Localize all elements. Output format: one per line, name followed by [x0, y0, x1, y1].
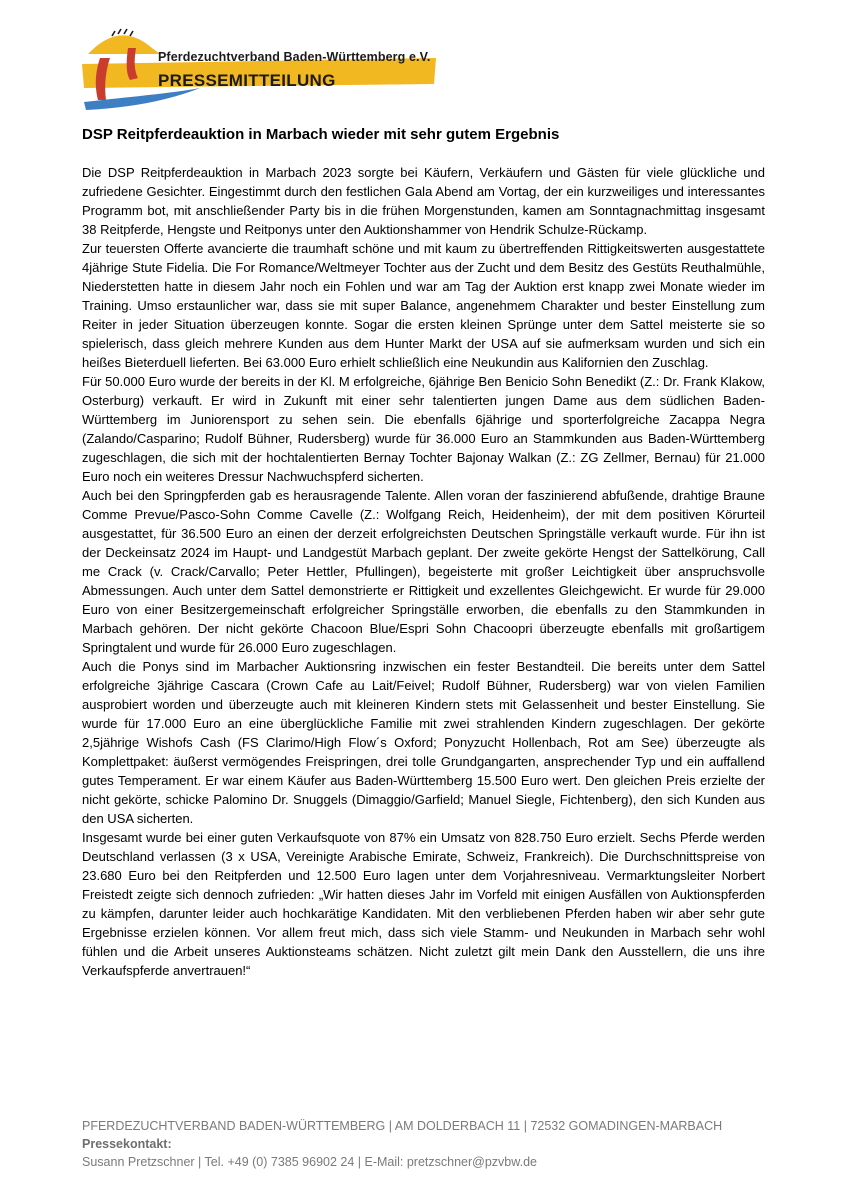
logo: [80, 18, 440, 114]
footer-address: PFERDEZUCHTVERBAND BADEN-WÜRTTEMBERG | AM DOLDERBACH 11 | 72532 GOMADINGEN-MARBACH: [82, 1119, 723, 1133]
article-body: [82, 163, 765, 980]
article-paragraph: Auch die Ponys sind im Marbacher Auktionsring inzwischen ein fester Bestandteil. Die bereits unter dem Sattel erfolgreiche 3jährige Cascara (Crown Cafe au Lait/Feivel; Rudolf Bühner, Rudersberg) war von vielen Familien ausprobiert worden und überzeugte auch mit kleineren Kindern stets mit Gelassenheit und bester Einstellung. Sie wurde für 17.000 Euro an eine überglückliche Familie mit zwei strahlenden Kindern zugeschlagen. Der gekörte 2,5jährige Wishofs Cash (FS Clarimo/High Flow´s Oxford; Ponyzucht Hollenbach, Rot am See) überzeugte als Komplettpaket: äußerst vermögendes Freispringen, drei tolle Grundgangarten, ansprechender Typ und ein auffallend gutes Temperament. Er war einem Käufer aus Baden-Württemberg 15.500 Euro wert. Den gleichen Preis erzielte der nicht gekörte, schicke Palomino Dr. Snuggels (Dimaggio/Garfield; Manuel Siegle, Fichtenberg), den sich Kunden aus den USA sicherten.: [82, 659, 765, 826]
logo-graphic: [80, 18, 440, 114]
article-paragraph: Die DSP Reitpferdeauktion in Marbach 2023 sorgte bei Käufern, Verkäufern und Gästen für viele glückliche und zufriedene Gesichter. Eingestimmt durch den festlichen Gala Abend am Vortag, der ein kurzweiliges und interessantes Programm bot, mit anschließender Party bis in die frühen Morgenstunden, kamen am Sonntagnachmittag insgesamt 38 Reitpferde, Hengste und Reitponys unter den Auktionshammer von Hendrik Schulze-Rückamp.: [82, 165, 765, 237]
article-paragraph: Auch bei den Springpferden gab es herausragende Talente. Allen voran der faszinierend abfußende, drahtige Braune Comme Prevue/Pasco-Sohn Comme Cavelle (Z.: Wolfgang Reich, Heidenheim), der mit dem positiven Körurteil ausgestattet, für 36.500 Euro an einen der derzeit erfolgreichsten Deutschen Springställe verkauft wurde. Für ihn ist der Deckeinsatz 2024 im Haupt- und Landgestüt Marbach geplant. Der zweite gekörte Hengst der Sattelkörung, Call me Crack (v. Crack/Carvallo; Peter Hettler, Pfullingen), begeisterte mit großer Leichtigkeit über anspruchsvolle Abmessungen. Auch unter dem Sattel demonstrierte er Rittigkeit und exzellentes Gleichgewicht. Er wurde für 29.000 Euro von einer Besitzergemeinschaft erfolgreicher Springställe erworben, die ebenfalls zu den Stammkunden in Marbach gehören. Der nicht gekörte Chacoon Blue/Espri Sohn Chacoopri überzeugte ebenfalls mit großartigem Springtalent und wurde für 26.000 Euro zugeschlagen.: [82, 488, 765, 655]
article-title: DSP Reitpferdeauktion in Marbach wieder mit sehr gutem Ergebnis: [82, 126, 560, 143]
press-contact-details: Susann Pretzschner | Tel. +49 (0) 7385 96902 24 | E-Mail: pretzschner@pzvbw.de: [82, 1155, 537, 1169]
press-contact-label: Pressekontakt:: [82, 1137, 172, 1151]
article-paragraph: Zur teuersten Offerte avancierte die traumhaft schöne und mit kaum zu übertreffenden Rittigkeitswerten ausgestattete 4jährige Stute Fidelia. Die For Romance/Weltmeyer Tochter aus der Zucht und dem Besitz des Gestüts Reuthalmühle, Niederstetten hatte in diesem Jahr noch ein Fohlen und war am Tag der Auktion erst knapp zwei Monate wieder im Training. Umso erstaunlicher war, dass sie mit super Balance, angenehmem Charakter und bester Einstellung zum Reiter in jeder Situation überzeugen konnte. Sogar die ersten kleinen Sprünge unter dem Sattel meisterte sie so spielerisch, dass gleich mehrere Kunden aus dem Hunter Markt der USA auf sie aufmerksam wurden und sich ein heißes Bieterduell lieferten. Bei 63.000 Euro erhielt schließlich eine Neukundin aus Kalifornien den Zuschlag.: [82, 241, 765, 370]
org-name: Pferdezuchtverband Baden-Württemberg e.V.: [158, 50, 431, 64]
footer: [82, 1117, 782, 1171]
article-paragraph: Für 50.000 Euro wurde der bereits in der Kl. M erfolgreiche, 6jährige Ben Benicio Sohn Benedikt (Z.: Dr. Frank Klakow, Osterburg) verkauft. Er wird in Zukunft mit einer sehr talentierten jungen Dame aus dem südlichen Baden-Württemberg im Juniorensport zu sehen sein. Die ebenfalls 6jährige und sporterfolgreiche Zacappa Negra (Zalando/Casparino; Rudolf Bühner, Rudersberg) wurde für 36.000 Euro an Stammkunden aus Baden-Württemberg zugeschlagen, die sich mit der hochtalentierten Bernay Tochter Bajonay Walkan (Z.: ZG Zellmer, Bernau) für 21.000 Euro noch ein weiteres Dressur Nachwuchspferd sicherten.: [82, 374, 765, 484]
press-release-label: PRESSEMITTEILUNG: [158, 71, 336, 90]
article-paragraph: Insgesamt wurde bei einer guten Verkaufsquote von 87% ein Umsatz von 828.750 Euro erzielt. Sechs Pferde werden Deutschland verlassen (3 x USA, Vereinigte Arabische Emirate, Schweiz, Frankreich). Die Durchschnittspreise von 23.680 Euro bei den Reitpferden und 12.500 Euro lagen unter dem Vorjahresniveau. Vermarktungsleiter Norbert Freistedt zeigte sich dennoch zufrieden: „Wir hatten dieses Jahr im Vorfeld mit einigen Ausfällen von Auktionspferden zu kämpfen, darunter leider auch hochkarätige Kandidaten. Mit den verbliebenen Pferden haben wir aber sehr gute Ergebnisse erzielen können. Vor allem freut mich, dass sich viele Stamm- und Neukunden in Marbach sehr wohl fühlen und die Arbeit unseres Auktionsteams schätzen. Nicht zuletzt gilt mein Dank den Ausstellern, die uns ihre Verkaufspferde anvertrauen!“: [82, 830, 765, 978]
